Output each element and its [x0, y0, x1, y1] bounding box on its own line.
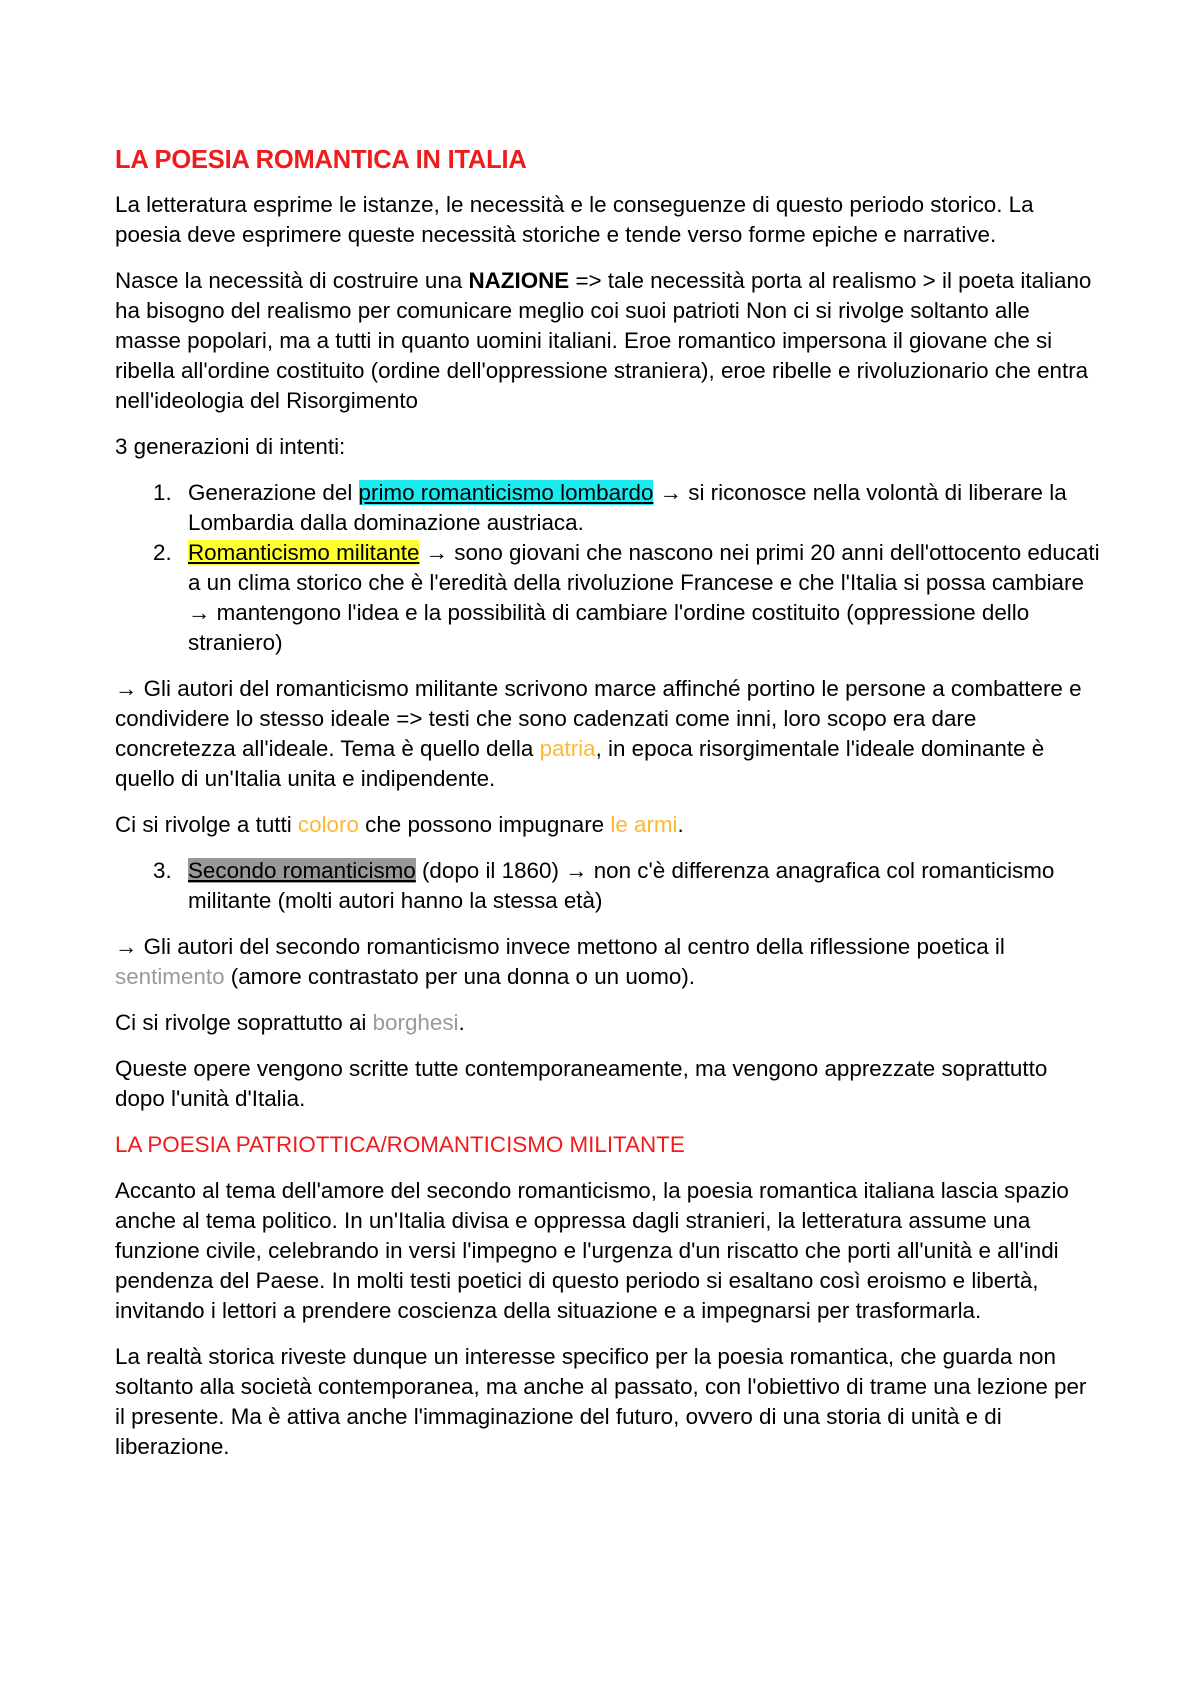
accanto-paragraph: Accanto al tema dell'amore del secondo romanticismo, la poesia romantica italiana lascia spazio anche al tema politico. In un'Italia divisa e oppressa dagli stranieri, la letteratura assume una funzione civile, celebrando in versi l'impegno e l'urgenza d'un riscatto che porti all'unità e all'indi pendenza del Paese. In molti testi poetici di questo periodo si esaltano così eroismo e libertà, invitando i lettori a prendere coscienza della situazione e a impegnarsi per trasformarla. [115, 1178, 1069, 1323]
militante-paragraph [115, 674, 1100, 794]
nazione-before: Nasce la necessità di costruire una [115, 268, 469, 293]
opere-paragraph: Queste opere vengono scritte tutte contemporaneamente, ma vengono apprezzate soprattutto dopo l'unità d'Italia. [115, 1056, 1048, 1111]
list-text-after: → sono giovani che nascono nei primi 20 anni dell'ottocento educati a un clima storico che è l'eredità della rivoluzione Francese e che l'Italia si possa cambiare → mantengono l'idea e la possibilità di cambiare l'ordine costituito (oppressione dello straniero) [188, 540, 1100, 655]
militante-after: , in epoca risorgimentale l'ideale dominante è quello di un'Italia unita e indipendente. [115, 736, 1045, 791]
word-le-armi: le armi [610, 812, 678, 837]
rivolge1-middle: che possono impugnare [358, 812, 611, 837]
intro-paragraph: La letteratura esprime le istanze, le necessità e le conseguenze di questo periodo storico. La poesia deve esprimere queste necessità storiche e tende verso forme epiche e narrative. [115, 192, 1034, 247]
secondo-paragraph [115, 932, 1100, 992]
word-borghesi: borghesi [372, 1010, 459, 1035]
rivolge-paragraph-2 [115, 1008, 1100, 1038]
list-number: 2. [153, 540, 172, 565]
generazioni-list [115, 478, 1100, 658]
arrow-icon: → [115, 676, 138, 701]
list-text-before: Generazione del [188, 480, 359, 505]
nazione-paragraph [115, 266, 1100, 416]
generazioni-label: 3 generazioni di intenti: [115, 434, 346, 459]
rivolge-paragraph-1 [115, 810, 1100, 840]
rivolge2-after: . [458, 1010, 465, 1035]
list-item [115, 538, 1100, 658]
generazioni-list-continued [115, 856, 1100, 916]
rivolge1-before: Ci si rivolge a tutti [115, 812, 298, 837]
secondo-before: Gli autori del secondo romanticismo invece mettono al centro della riflessione poetica il [137, 934, 1005, 959]
nazione-after: => tale necessità porta al realismo > il poeta italiano ha bisogno del realismo per comunicare meglio coi suoi patrioti Non ci si rivolge soltanto alle masse popolari, ma a tutti in quanto uomini italiani. Eroe romantico impersona il giovane che si ribella all'ordine costituito (ordine dell'oppressione straniera), eroe ribelle e rivoluzionario che entra nell'ideologia del Risorgimento [115, 268, 1092, 413]
list-item [115, 478, 1100, 538]
rivolge1-after: . [677, 812, 684, 837]
arrow-icon: → [115, 934, 138, 959]
realta-paragraph: La realtà storica riveste dunque un interesse specifico per la poesia romantica, che guarda non soltanto alla società contemporanea, ma anche al passato, con l'obiettivo di trame una lezione per il presente. Ma è attiva anche l'immaginazione del futuro, ovvero di una storia di unità e di liberazione. [115, 1344, 1087, 1459]
word-patria: patria [539, 736, 596, 761]
list-number: 1. [153, 480, 172, 505]
nazione-bold: NAZIONE [468, 268, 570, 293]
word-sentimento: sentimento [115, 964, 225, 989]
list-item [115, 856, 1100, 916]
secondo-after: (amore contrastato per una donna o un uomo). [224, 964, 696, 989]
highlight-romanticismo-militante: Romanticismo militante [188, 540, 420, 565]
list-text-after: → si riconosce nella volontà di liberare la Lombardia dalla dominazione austriaca. [188, 480, 1067, 535]
word-coloro: coloro [297, 812, 359, 837]
militante-before: Gli autori del romanticismo militante scrivono marce affinché portino le persone a combattere e condividere lo stesso ideale => testi che sono cadenzati come inni, loro scopo era dare concretezza all'ideale. Tema è quello della [115, 676, 1082, 761]
list-number: 3. [153, 858, 172, 883]
highlight-primo-romanticismo: primo romanticismo lombardo [358, 480, 654, 505]
list-text-after: (dopo il 1860) → non c'è differenza anagrafica col romanticismo militante (molti autori hanno la stessa età) [188, 858, 1055, 913]
page-title: LA POESIA ROMANTICA IN ITALIA [115, 146, 527, 174]
section-heading: LA POESIA PATRIOTTICA/ROMANTICISMO MILITANTE [115, 1132, 685, 1157]
highlight-secondo-romanticismo: Secondo romanticismo [188, 858, 416, 883]
rivolge2-before: Ci si rivolge soprattutto ai [115, 1010, 373, 1035]
